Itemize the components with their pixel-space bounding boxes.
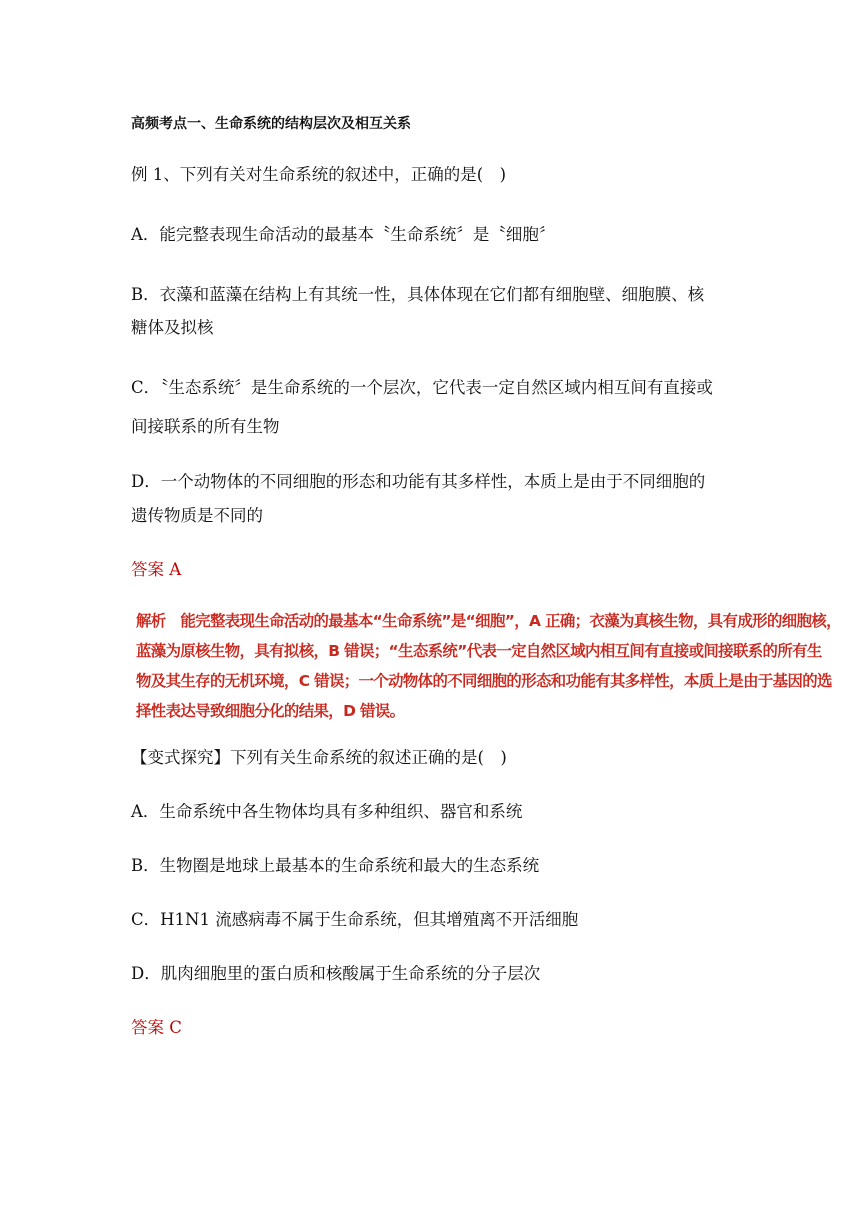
variant-option-b: B．生物圈是地球上最基本的生命系统和最大的生态系统 [131, 856, 540, 875]
option-d-line-2: 遗传物质是不同的 [131, 506, 263, 525]
analysis-line: 择性表达导致细胞分化的结果，D 错误。 [136, 702, 405, 720]
variant-option-c: C．H1N1 流感病毒不属于生命系统，但其增殖离不开活细胞 [131, 910, 579, 929]
analysis-line: 物及其生存的无机环境，C 错误；一个动物体的不同细胞的形态和功能有其多样性，本质上是由于基因的选 [136, 672, 832, 690]
variant-stem: 【变式探究】下列有关生命系统的叙述正确的是( ) [131, 748, 507, 767]
analysis-line: 解析 能完整表现生命活动的最基本“生命系统”是“细胞”，A 正确；衣藻为真核生物，具有成形的细胞核， [136, 612, 841, 630]
question-stem: 例 1、下列有关对生命系统的叙述中，正确的是( ) [131, 165, 507, 184]
section-heading: 高频考点一、生命系统的结构层次及相互关系 [131, 116, 411, 132]
option-c-line-2: 间接联系的所有生物 [131, 417, 280, 436]
answer-label: 答案 A [131, 560, 182, 579]
option-c-line-1: C．〝生态系统〞是生命系统的一个层次，它代表一定自然区域内相互间有直接或 [131, 378, 713, 397]
analysis-block [136, 606, 852, 726]
option-b-line-1: B．衣藻和蓝藻在结构上有其统一性，具体体现在它们都有细胞壁、细胞膜、核 [131, 285, 705, 304]
variant-option-a: A．生命系统中各生物体均具有多种组织、器官和系统 [131, 802, 523, 821]
analysis-line: 蓝藻为原核生物，具有拟核，B 错误；“生态系统”代表一定自然区域内相互间有直接或间接联系的所有生 [136, 642, 822, 660]
option-a: A．能完整表现生命活动的最基本〝生命系统〞是〝细胞〞 [131, 225, 556, 244]
variant-answer-label: 答案 C [131, 1018, 182, 1037]
variant-option-d: D．肌肉细胞里的蛋白质和核酸属于生命系统的分子层次 [131, 964, 541, 983]
option-b-line-2: 糖体及拟核 [131, 318, 214, 337]
option-d-line-1: D．一个动物体的不同细胞的形态和功能有其多样性，本质上是由于不同细胞的 [131, 472, 706, 491]
